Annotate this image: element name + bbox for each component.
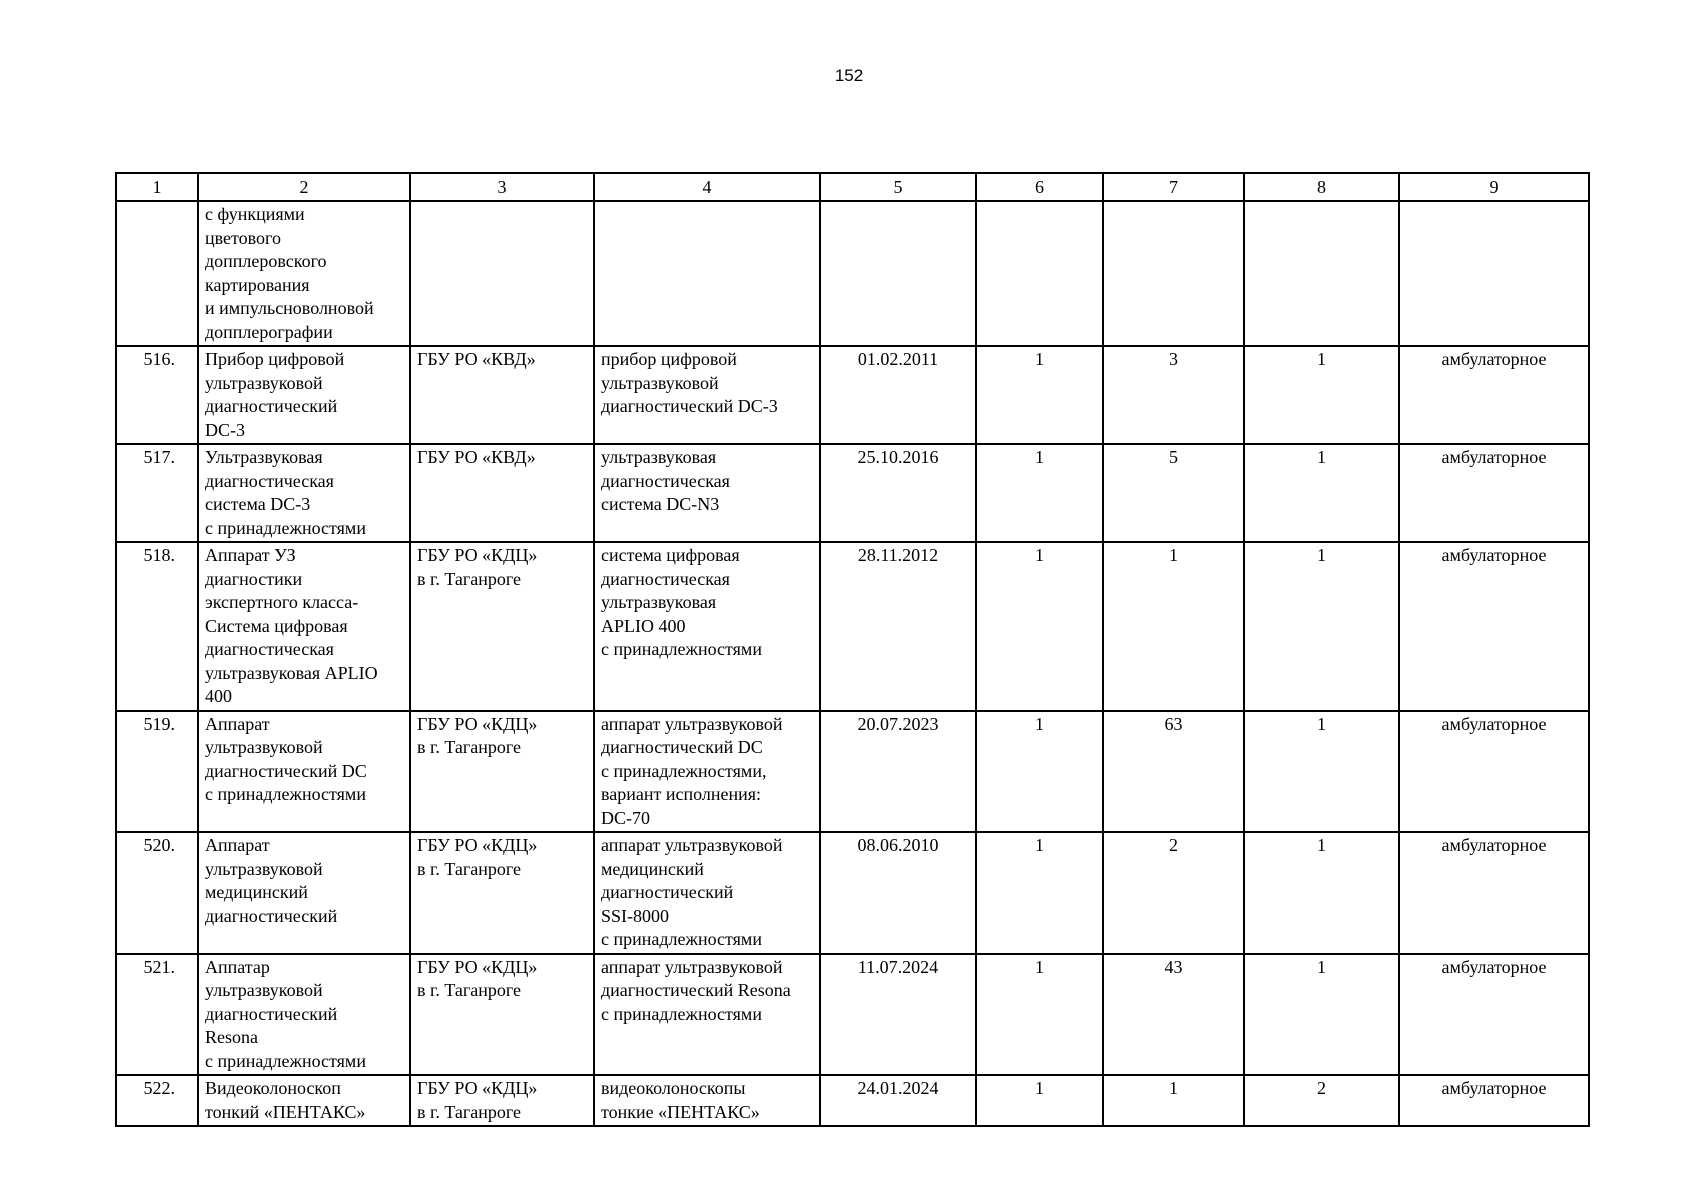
model-cell-line: ультразвуковая xyxy=(601,447,717,467)
organization-cell-line: в г. Таганроге xyxy=(417,568,522,589)
equipment-name-cell xyxy=(198,832,410,954)
organization-cell-line: в г. Таганроге xyxy=(417,737,522,757)
date-cell: 11.07.2024 xyxy=(820,954,976,1076)
model-cell-line: с принадлежностями xyxy=(601,1003,762,1024)
equipment-name-cell-line: экспертного класса- xyxy=(205,592,359,612)
equipment-name-cell-line: цветового xyxy=(205,227,281,248)
equipment-name-cell xyxy=(198,711,410,833)
column8-cell: 1 xyxy=(1244,542,1399,711)
equipment-name-cell-line: DC-3 xyxy=(205,419,245,440)
model-cell-line: система DC-N3 xyxy=(601,494,720,514)
organization-cell-line: ГБУ РО «КВД» xyxy=(417,349,536,369)
model-cell-line: аппарат ультразвуковой xyxy=(601,713,783,734)
model-cell xyxy=(594,1075,820,1126)
model-cell xyxy=(594,542,820,711)
equipment-name-cell-line: тонкий «ПЕНТАКС» xyxy=(205,1101,366,1122)
column-header: 2 xyxy=(198,173,410,201)
equipment-name-cell-line: диагностики xyxy=(205,568,303,589)
table-row xyxy=(116,1075,1589,1126)
model-cell-line: система цифровая xyxy=(601,545,740,565)
equipment-name-cell xyxy=(198,1075,410,1126)
organization-cell-line: ГБУ РО «КДЦ» xyxy=(417,1078,538,1098)
equipment-name-cell-line: диагностический xyxy=(205,905,338,926)
model-cell-line: тонкие «ПЕНТАКС» xyxy=(601,1101,760,1122)
model-cell-line: аппарат ультразвуковой xyxy=(601,835,783,855)
model-cell xyxy=(594,444,820,542)
model-cell-line: с принадлежностями, xyxy=(601,760,767,781)
column6-cell: 1 xyxy=(976,832,1103,954)
column8-cell: 1 xyxy=(1244,832,1399,954)
usage-type-cell: амбулаторное xyxy=(1399,954,1589,1076)
equipment-name-cell-line: Аппарат xyxy=(205,713,270,734)
organization-cell-line: в г. Таганроге xyxy=(417,1101,522,1122)
equipment-name-cell-line: Resona xyxy=(205,1027,258,1047)
model-cell-line: диагностический Resona xyxy=(601,980,791,1000)
column7-cell: 5 xyxy=(1103,444,1244,542)
row-number-cell: 519. xyxy=(116,711,198,833)
usage-type-cell: амбулаторное xyxy=(1399,1075,1589,1126)
equipment-name-cell-line: ультразвуковой xyxy=(205,372,323,393)
date-cell: 24.01.2024 xyxy=(820,1075,976,1126)
column-header: 3 xyxy=(410,173,594,201)
model-cell-line: вариант исполнения: xyxy=(601,784,762,804)
equipment-name-cell-line: допплерографии xyxy=(205,321,333,342)
row-number-cell: 520. xyxy=(116,832,198,954)
organization-cell-line: ГБУ РО «КДЦ» xyxy=(417,956,538,977)
equipment-name-cell-line: с принадлежностями xyxy=(205,784,366,804)
model-cell-line: DC-70 xyxy=(601,807,650,828)
equipment-name-cell-line: диагностическая xyxy=(205,639,334,659)
column-header: 8 xyxy=(1244,173,1399,201)
column6-cell: 1 xyxy=(976,542,1103,711)
header-row xyxy=(116,173,1589,201)
page-number: 152 xyxy=(834,66,864,85)
equipment-name-cell xyxy=(198,542,410,711)
equipment-table xyxy=(115,172,1590,1127)
model-cell-line: APLIO 400 xyxy=(601,615,686,636)
equipment-name-cell-line: Аппарат xyxy=(205,835,270,855)
row-number-cell: 517. xyxy=(116,444,198,542)
date-cell: 20.07.2023 xyxy=(820,711,976,833)
organization-cell xyxy=(410,954,594,1076)
model-cell xyxy=(594,954,820,1076)
model-cell-line: медицинский xyxy=(601,858,704,879)
date-cell: 25.10.2016 xyxy=(820,444,976,542)
date-cell: 01.02.2011 xyxy=(820,346,976,444)
model-cell-line: SSI-8000 xyxy=(601,905,670,926)
model-cell-line: диагностический DC-3 xyxy=(601,396,778,416)
model-cell-line: аппарат ультразвуковой xyxy=(601,956,783,977)
column6-cell: 1 xyxy=(976,346,1103,444)
usage-type-cell: амбулаторное xyxy=(1399,542,1589,711)
organization-cell-line: ГБУ РО «КДЦ» xyxy=(417,545,538,565)
model-cell-line: прибор цифровой xyxy=(601,349,737,369)
row-number-cell: 516. xyxy=(116,346,198,444)
column-header: 4 xyxy=(594,173,820,201)
table-row xyxy=(116,832,1589,954)
column7-cell: 1 xyxy=(1103,542,1244,711)
organization-cell-line: ГБУ РО «КДЦ» xyxy=(417,713,538,734)
column7-cell: 2 xyxy=(1103,832,1244,954)
equipment-name-cell-line: ультразвуковая APLIO xyxy=(205,662,378,683)
usage-type-cell: амбулаторное xyxy=(1399,711,1589,833)
organization-cell-line: ГБУ РО «КДЦ» xyxy=(417,835,538,855)
equipment-name-cell-line: система DC-3 xyxy=(205,494,311,514)
column8-cell xyxy=(1244,201,1399,346)
row-number-cell: 522. xyxy=(116,1075,198,1126)
column-header: 7 xyxy=(1103,173,1244,201)
equipment-name-cell-line: ультразвуковой xyxy=(205,980,323,1000)
column7-cell: 1 xyxy=(1103,1075,1244,1126)
model-cell xyxy=(594,201,820,346)
usage-type-cell: амбулаторное xyxy=(1399,444,1589,542)
model-cell-line: видеоколоноскопы xyxy=(601,1078,746,1098)
equipment-name-cell-line: с функциями xyxy=(205,204,305,224)
column-header: 5 xyxy=(820,173,976,201)
table-row xyxy=(116,346,1589,444)
equipment-name-cell-line: Прибор цифровой xyxy=(205,349,345,369)
equipment-name-cell-line: ультразвуковой xyxy=(205,737,323,757)
equipment-name-cell-line: диагностический DC xyxy=(205,760,367,781)
table-row xyxy=(116,201,1589,346)
model-cell-line: диагностический xyxy=(601,882,734,902)
equipment-name-cell xyxy=(198,201,410,346)
usage-type-cell: амбулаторное xyxy=(1399,346,1589,444)
model-cell-line: диагностический DC xyxy=(601,737,763,757)
equipment-name-cell xyxy=(198,346,410,444)
equipment-name-cell-line: с принадлежностями xyxy=(205,1050,366,1071)
date-cell: 28.11.2012 xyxy=(820,542,976,711)
table-row xyxy=(116,542,1589,711)
equipment-name-cell-line: медицинский xyxy=(205,882,308,902)
model-cell-line: ультразвуковой xyxy=(601,372,719,393)
usage-type-cell: амбулаторное xyxy=(1399,832,1589,954)
usage-type-cell xyxy=(1399,201,1589,346)
model-cell xyxy=(594,346,820,444)
model-cell-line: ультразвуковая xyxy=(601,592,717,612)
equipment-name-cell-line: и импульсноволновой xyxy=(205,298,374,318)
organization-cell-line: ГБУ РО «КВД» xyxy=(417,447,536,467)
column7-cell xyxy=(1103,201,1244,346)
column-header: 6 xyxy=(976,173,1103,201)
organization-cell xyxy=(410,444,594,542)
column6-cell: 1 xyxy=(976,1075,1103,1126)
equipment-name-cell-line: диагностический xyxy=(205,1003,338,1024)
organization-cell xyxy=(410,201,594,346)
equipment-name-cell-line: 400 xyxy=(205,686,232,706)
equipment-name-cell-line: с принадлежностями xyxy=(205,517,366,538)
equipment-name-cell-line: Видеоколоноскоп xyxy=(205,1078,341,1098)
organization-cell xyxy=(410,711,594,833)
column6-cell: 1 xyxy=(976,954,1103,1076)
equipment-name-cell-line: картирования xyxy=(205,274,310,295)
model-cell-line: диагностическая xyxy=(601,470,730,491)
organization-cell-line: в г. Таганроге xyxy=(417,858,522,879)
organization-cell-line: в г. Таганроге xyxy=(417,980,522,1000)
model-cell-line: диагностическая xyxy=(601,568,730,589)
column6-cell: 1 xyxy=(976,444,1103,542)
column8-cell: 1 xyxy=(1244,954,1399,1076)
equipment-name-cell-line: Ультразвуковая xyxy=(205,447,323,467)
column8-cell: 1 xyxy=(1244,444,1399,542)
table-row xyxy=(116,711,1589,833)
table-row xyxy=(116,954,1589,1076)
organization-cell xyxy=(410,1075,594,1126)
column-header: 1 xyxy=(116,173,198,201)
model-cell xyxy=(594,832,820,954)
model-cell-line: с принадлежностями xyxy=(601,929,762,949)
column7-cell: 63 xyxy=(1103,711,1244,833)
column8-cell: 2 xyxy=(1244,1075,1399,1126)
equipment-name-cell-line: Аппатар xyxy=(205,956,270,977)
date-cell: 08.06.2010 xyxy=(820,832,976,954)
column-header: 9 xyxy=(1399,173,1589,201)
equipment-name-cell-line: допплеровского xyxy=(205,251,327,271)
column6-cell xyxy=(976,201,1103,346)
organization-cell xyxy=(410,346,594,444)
row-number-cell xyxy=(116,201,198,346)
equipment-name-cell-line: Аппарат УЗ xyxy=(205,545,296,565)
equipment-name-cell-line: диагностический xyxy=(205,396,338,416)
column7-cell: 3 xyxy=(1103,346,1244,444)
table-body xyxy=(116,201,1589,1126)
model-cell xyxy=(594,711,820,833)
column8-cell: 1 xyxy=(1244,711,1399,833)
equipment-name-cell-line: диагностическая xyxy=(205,470,334,491)
equipment-name-cell xyxy=(198,954,410,1076)
equipment-name-cell-line: Система цифровая xyxy=(205,615,348,636)
equipment-name-cell xyxy=(198,444,410,542)
equipment-name-cell-line: ультразвуковой xyxy=(205,858,323,879)
date-cell xyxy=(820,201,976,346)
table-row xyxy=(116,444,1589,542)
column6-cell: 1 xyxy=(976,711,1103,833)
organization-cell xyxy=(410,542,594,711)
row-number-cell: 521. xyxy=(116,954,198,1076)
row-number-cell: 518. xyxy=(116,542,198,711)
column7-cell: 43 xyxy=(1103,954,1244,1076)
column8-cell: 1 xyxy=(1244,346,1399,444)
organization-cell xyxy=(410,832,594,954)
model-cell-line: с принадлежностями xyxy=(601,639,762,659)
